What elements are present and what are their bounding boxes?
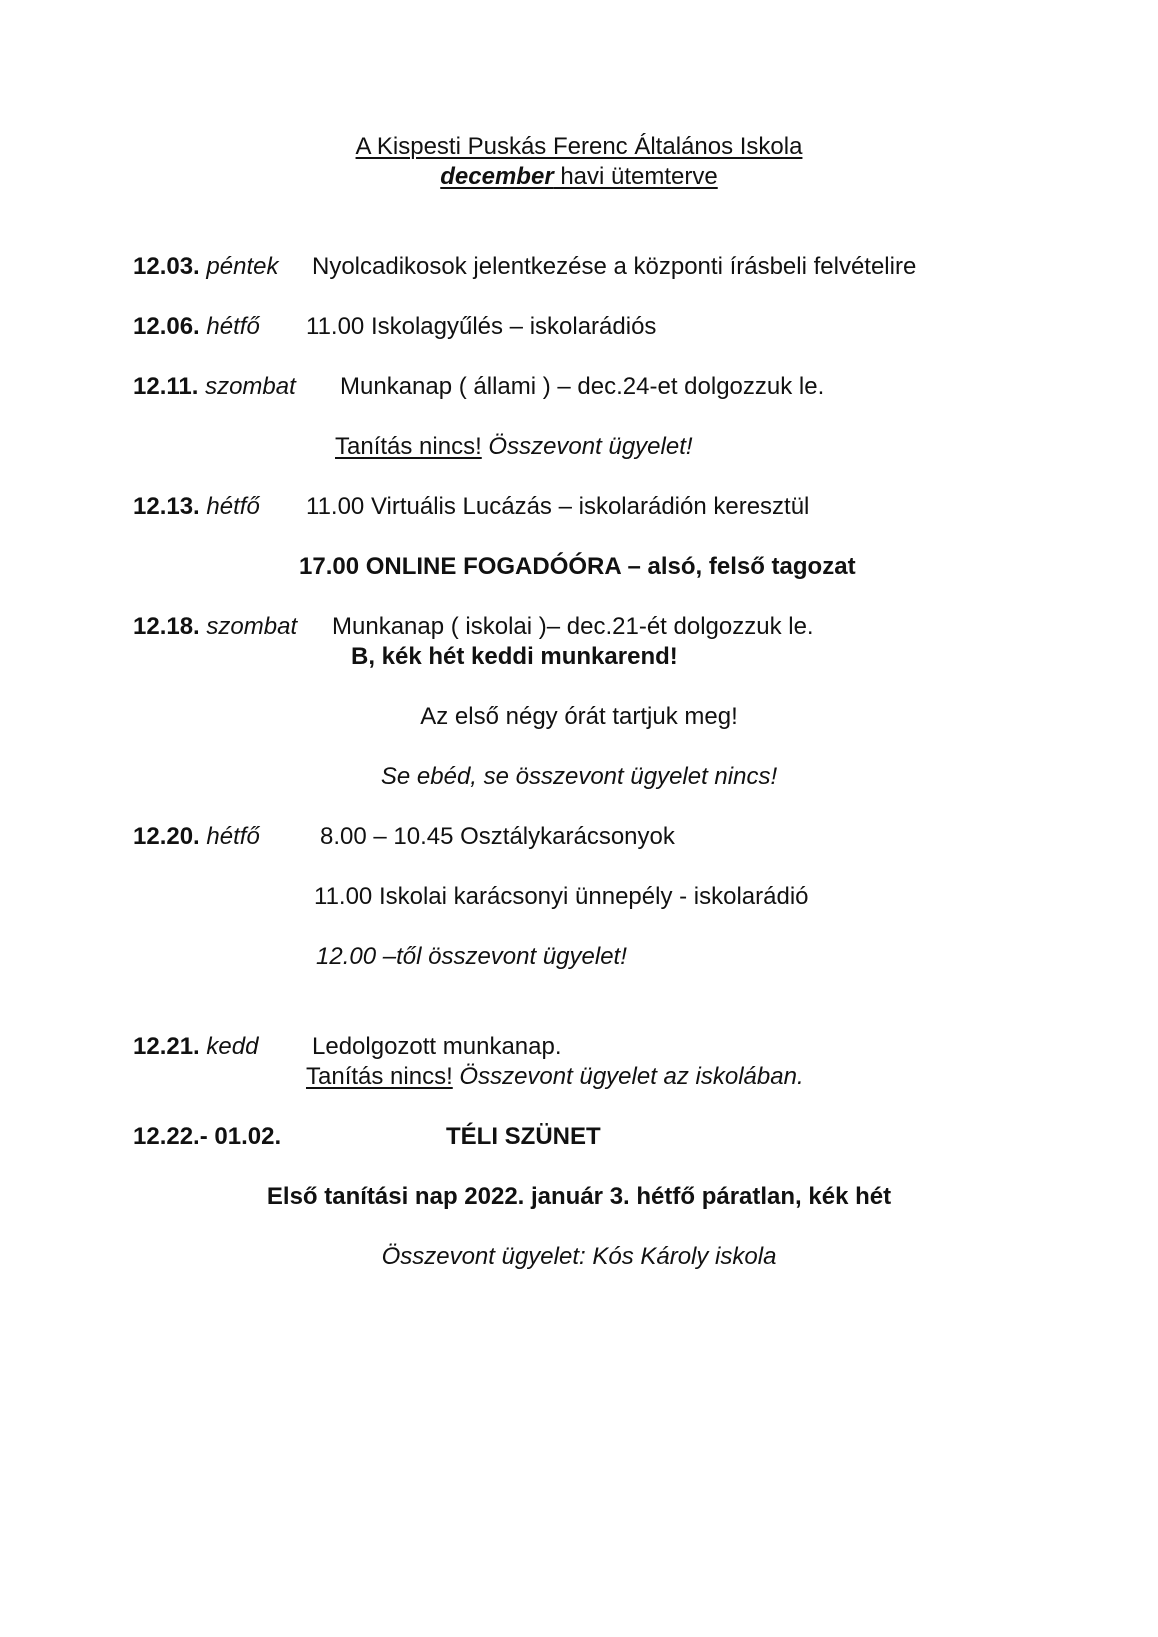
entry-text: 11.00 Virtuális Lucázás – iskolarádión keresztül: [306, 493, 810, 520]
schedule-entry: [133, 312, 260, 342]
entry-text-2: 11.00 Iskolai karácsonyi ünnepély - iskolarádió: [314, 883, 809, 910]
entry-day: szombat: [206, 613, 298, 640]
entry-day: péntek: [206, 253, 279, 280]
entry-day: szombat: [205, 373, 296, 400]
schedule-entry: [133, 492, 260, 522]
combined-duty-location: Összevont ügyelet: Kós Károly iskola: [381, 1243, 777, 1270]
winter-break-dates: 12.22.- 01.02.: [133, 1123, 282, 1150]
entry-note: [306, 1062, 804, 1092]
entry-text: 8.00 – 10.45 Osztálykarácsonyok: [320, 823, 675, 850]
schedule-entry: [133, 1032, 258, 1062]
duty-note: Összevont ügyelet az iskolában.: [452, 1063, 804, 1090]
entry-date: 12.18.: [133, 613, 200, 640]
no-lunch-note: Se ebéd, se összevont ügyelet nincs!: [380, 763, 778, 790]
first-school-day: Első tanítási nap 2022. január 3. hétfő páratlan, kék hét: [266, 1183, 892, 1210]
entry-day: hétfő: [206, 493, 260, 520]
winter-break-label: TÉLI SZÜNET: [446, 1123, 601, 1150]
entry-text: Ledolgozott munkanap.: [312, 1033, 562, 1060]
entry-date: 12.13.: [133, 493, 200, 520]
parent-meeting-note: 17.00 ONLINE FOGADÓÓRA – alsó, felső tagozat: [299, 553, 856, 580]
work-schedule-note: B, kék hét keddi munkarend!: [351, 643, 678, 670]
schedule-entry: [133, 822, 260, 852]
entry-day: hétfő: [206, 823, 260, 850]
no-teaching-note: Tanítás nincs!: [335, 433, 482, 460]
entry-date: 12.06.: [133, 313, 200, 340]
schedule-entry: [133, 612, 297, 642]
entry-text: Munkanap ( iskolai )– dec.21-ét dolgozzuk le.: [332, 613, 814, 640]
schedule-entry: [133, 252, 278, 282]
duty-note: Összevont ügyelet!: [481, 433, 693, 460]
entry-day: hétfő: [206, 313, 260, 340]
document-title: [0, 132, 1158, 162]
entry-text: Munkanap ( állami ) – dec.24-et dolgozzuk le.: [340, 373, 825, 400]
document-subtitle: [0, 162, 1158, 192]
entry-date: 12.20.: [133, 823, 200, 850]
school-name: A Kispesti Puskás Ferenc Általános Iskola: [355, 133, 803, 160]
entry-text: Nyolcadikosok jelentkezése a központi írásbeli felvételire: [312, 253, 917, 280]
duty-note: 12.00 –től összevont ügyelet!: [316, 943, 627, 970]
subtitle-rest: havi ütemterve: [553, 163, 718, 190]
month-name: december: [440, 163, 554, 190]
entry-note: [335, 432, 693, 462]
entry-date: 12.11.: [133, 373, 199, 400]
entry-text: 11.00 Iskolagyűlés – iskolarádiós: [306, 313, 657, 340]
no-teaching-note: Tanítás nincs!: [306, 1063, 453, 1090]
entry-date: 12.03.: [133, 253, 200, 280]
schedule-entry: [133, 372, 296, 402]
lessons-note: Az első négy órát tartjuk meg!: [420, 703, 738, 730]
entry-date: 12.21.: [133, 1033, 200, 1060]
entry-day: kedd: [206, 1033, 259, 1060]
